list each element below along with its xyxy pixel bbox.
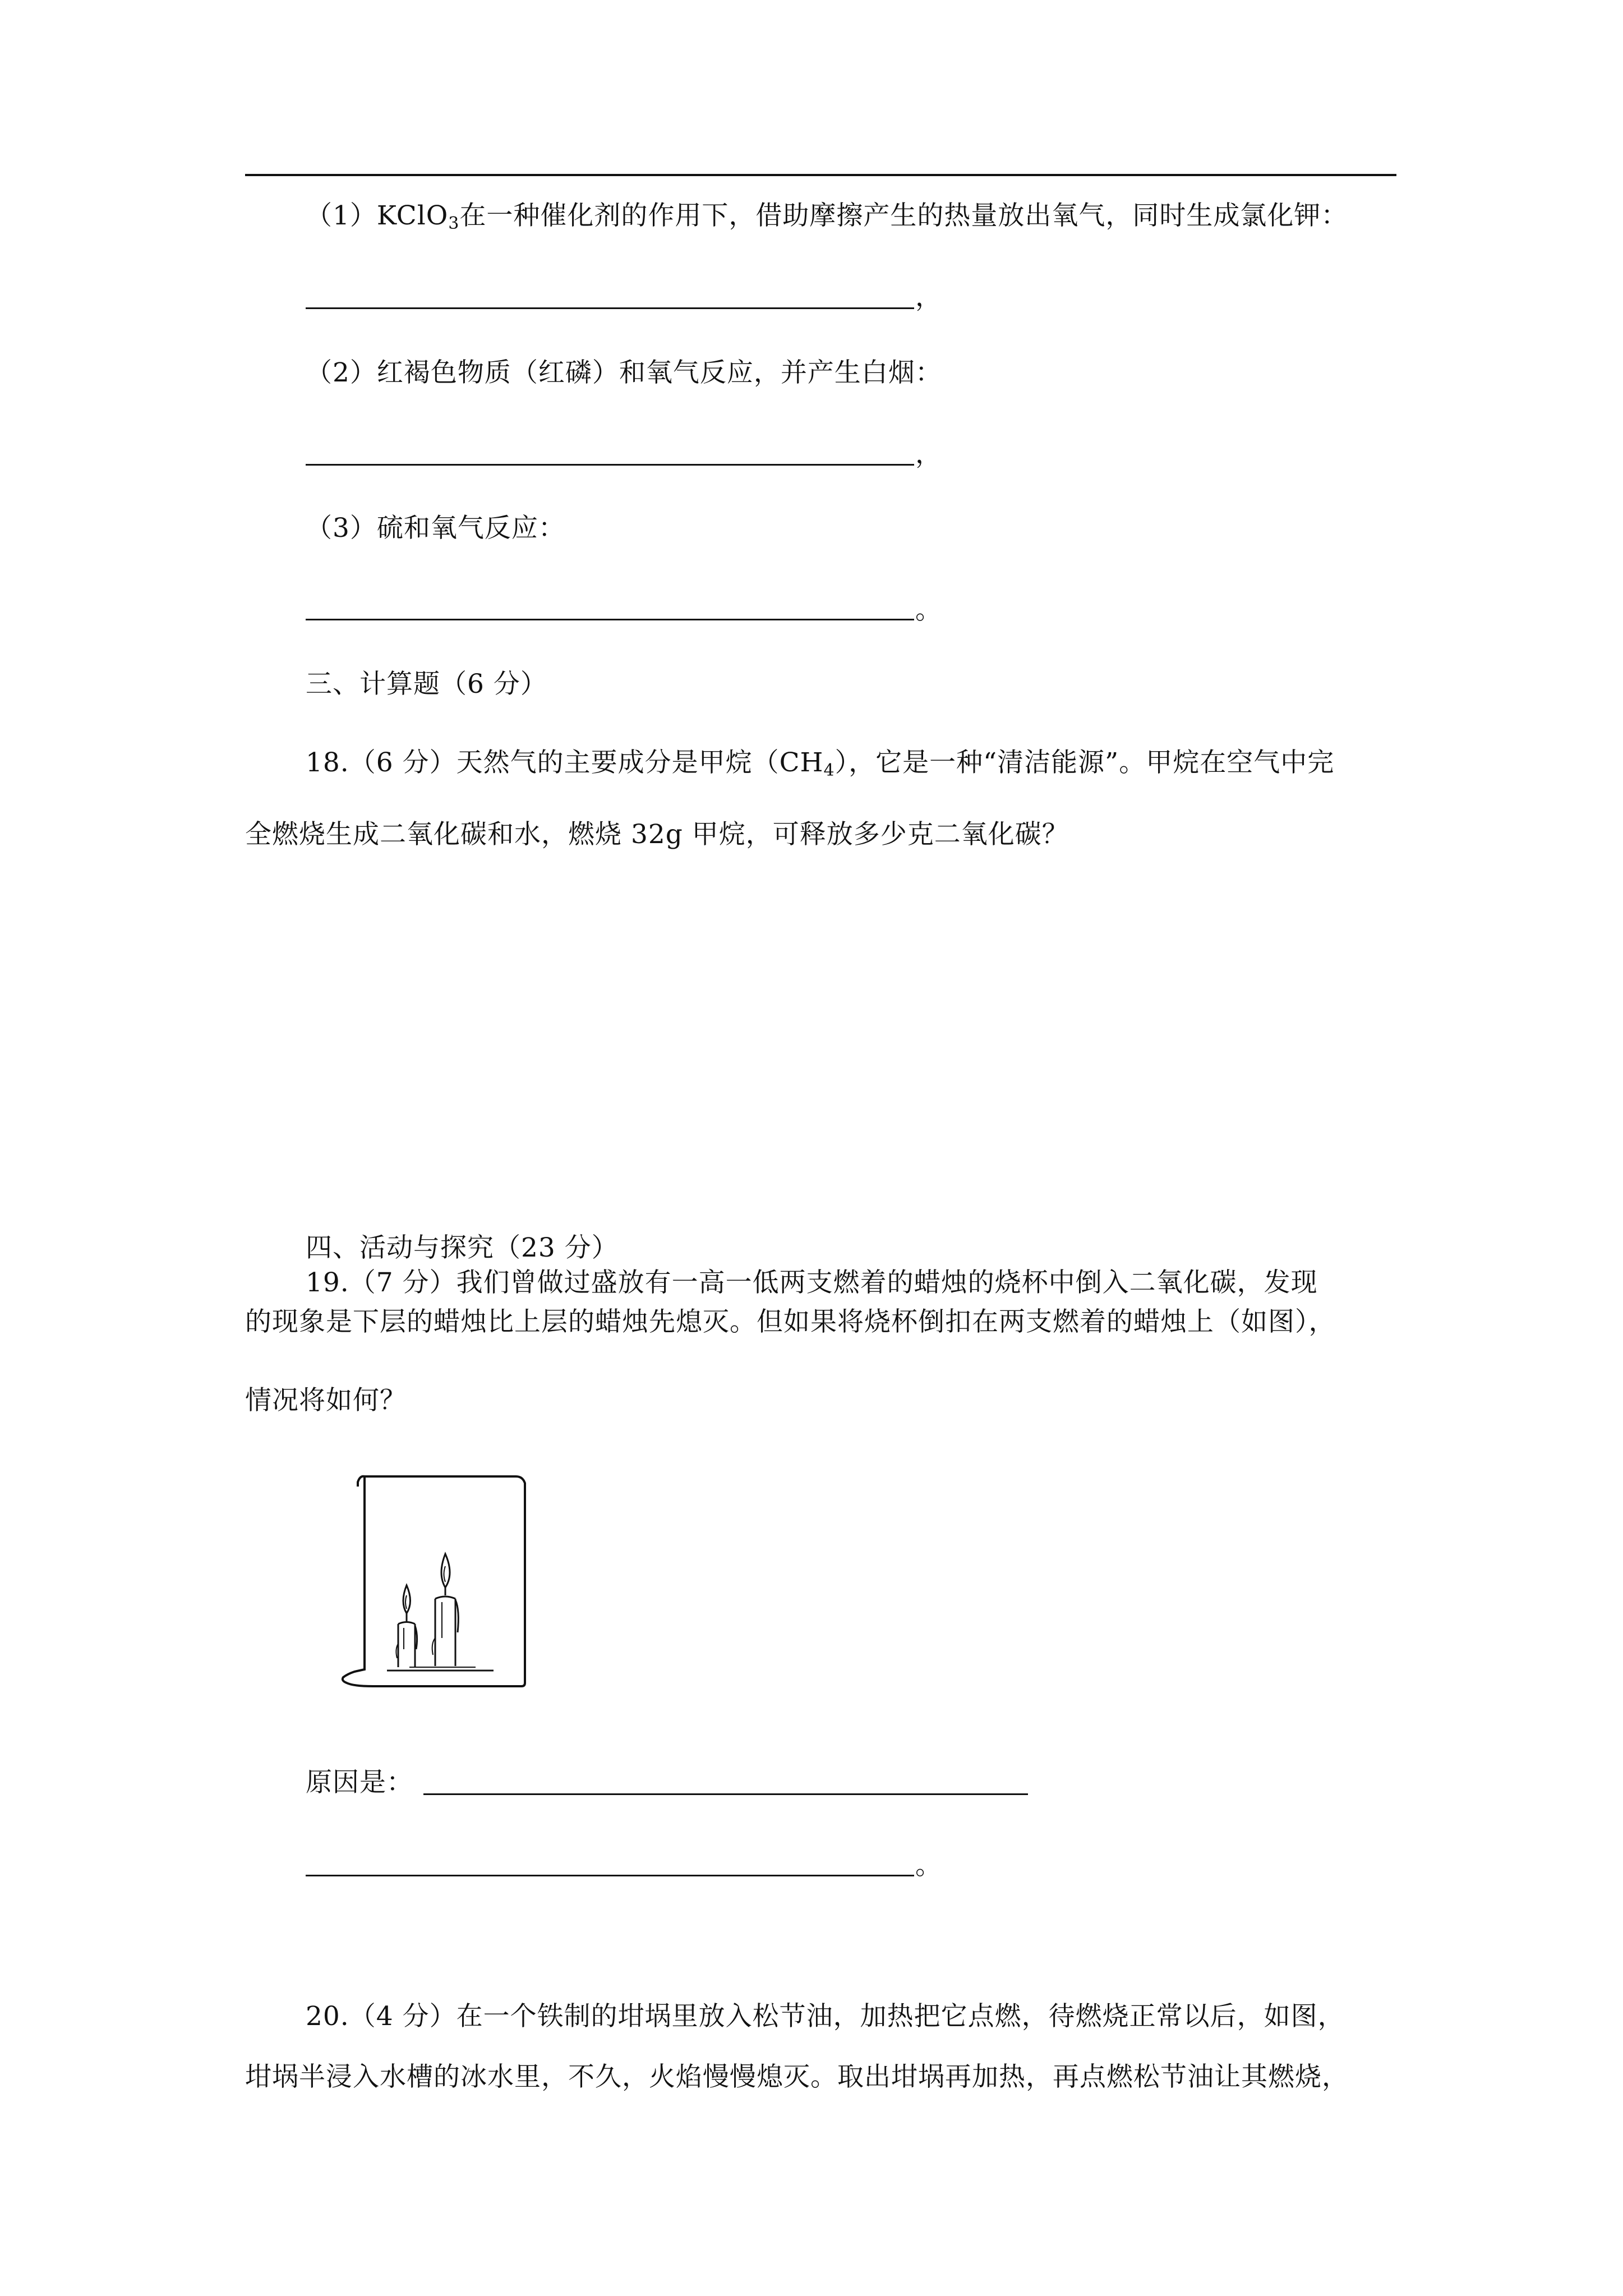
punctuation-comma: ，: [915, 282, 942, 312]
answer-blank-1[interactable]: [306, 307, 914, 309]
answer-blank-3[interactable]: [306, 619, 914, 620]
answer-blank-reason-2[interactable]: [306, 1875, 914, 1876]
question-19-line-1: 19.（7 分）我们曾做过盛放有一高一低两支燃着的蜡烛的烧杯中倒入二氧化碳，发现: [306, 1267, 1318, 1298]
punctuation-comma: ，: [915, 439, 942, 470]
question-18-line-2: 全燃烧生成二氧化碳和水，燃烧 32g 甲烷，可释放多少克二氧化碳？: [245, 819, 1069, 850]
question-1-text: （1）KClO$_3$在一种催化剂的作用下，借助摩擦产生的热量放出氧气，同时生成氯化钾：: [306, 200, 1348, 233]
question-18-line-1: 18.（6 分）天然气的主要成分是甲烷$(CH_4)$，它是一种“清洁能源”。甲烷在空气中完: [306, 747, 1335, 780]
section-3-title: 三、计算题（6 分）: [306, 669, 547, 700]
answer-blank-reason-1[interactable]: [423, 1793, 1028, 1795]
question-20-line-1: 20.（4 分）在一个铁制的坩埚里放入松节油，加热把它点燃，待燃烧正常以后，如图，: [306, 2001, 1345, 2032]
question-3-text: （3）硫和氧气反应：: [306, 513, 565, 544]
header-rule: [245, 174, 1396, 176]
beaker-candles-figure: [325, 1470, 561, 1708]
punctuation-period: 。: [915, 1850, 942, 1881]
section-4-title: 四、活动与探究（23 分）: [306, 1232, 619, 1263]
question-19-line-2: 的现象是下层的蜡烛比上层的蜡烛先熄灭。但如果将烧杯倒扣在两支燃着的蜡烛上（如图），: [245, 1306, 1336, 1337]
reason-label: 原因是：: [306, 1767, 413, 1798]
question-20-line-2: 坩埚半浸入水槽的冰水里，不久，火焰慢慢熄灭。取出坩埚再加热，再点燃松节油让其燃烧，: [245, 2062, 1349, 2092]
question-19-line-3: 情况将如何？: [245, 1385, 407, 1416]
punctuation-period: 。: [915, 595, 942, 625]
answer-blank-2[interactable]: [306, 464, 914, 466]
question-2-text: （2）红褐色物质（红磷）和氧气反应，并产生白烟：: [306, 357, 942, 388]
